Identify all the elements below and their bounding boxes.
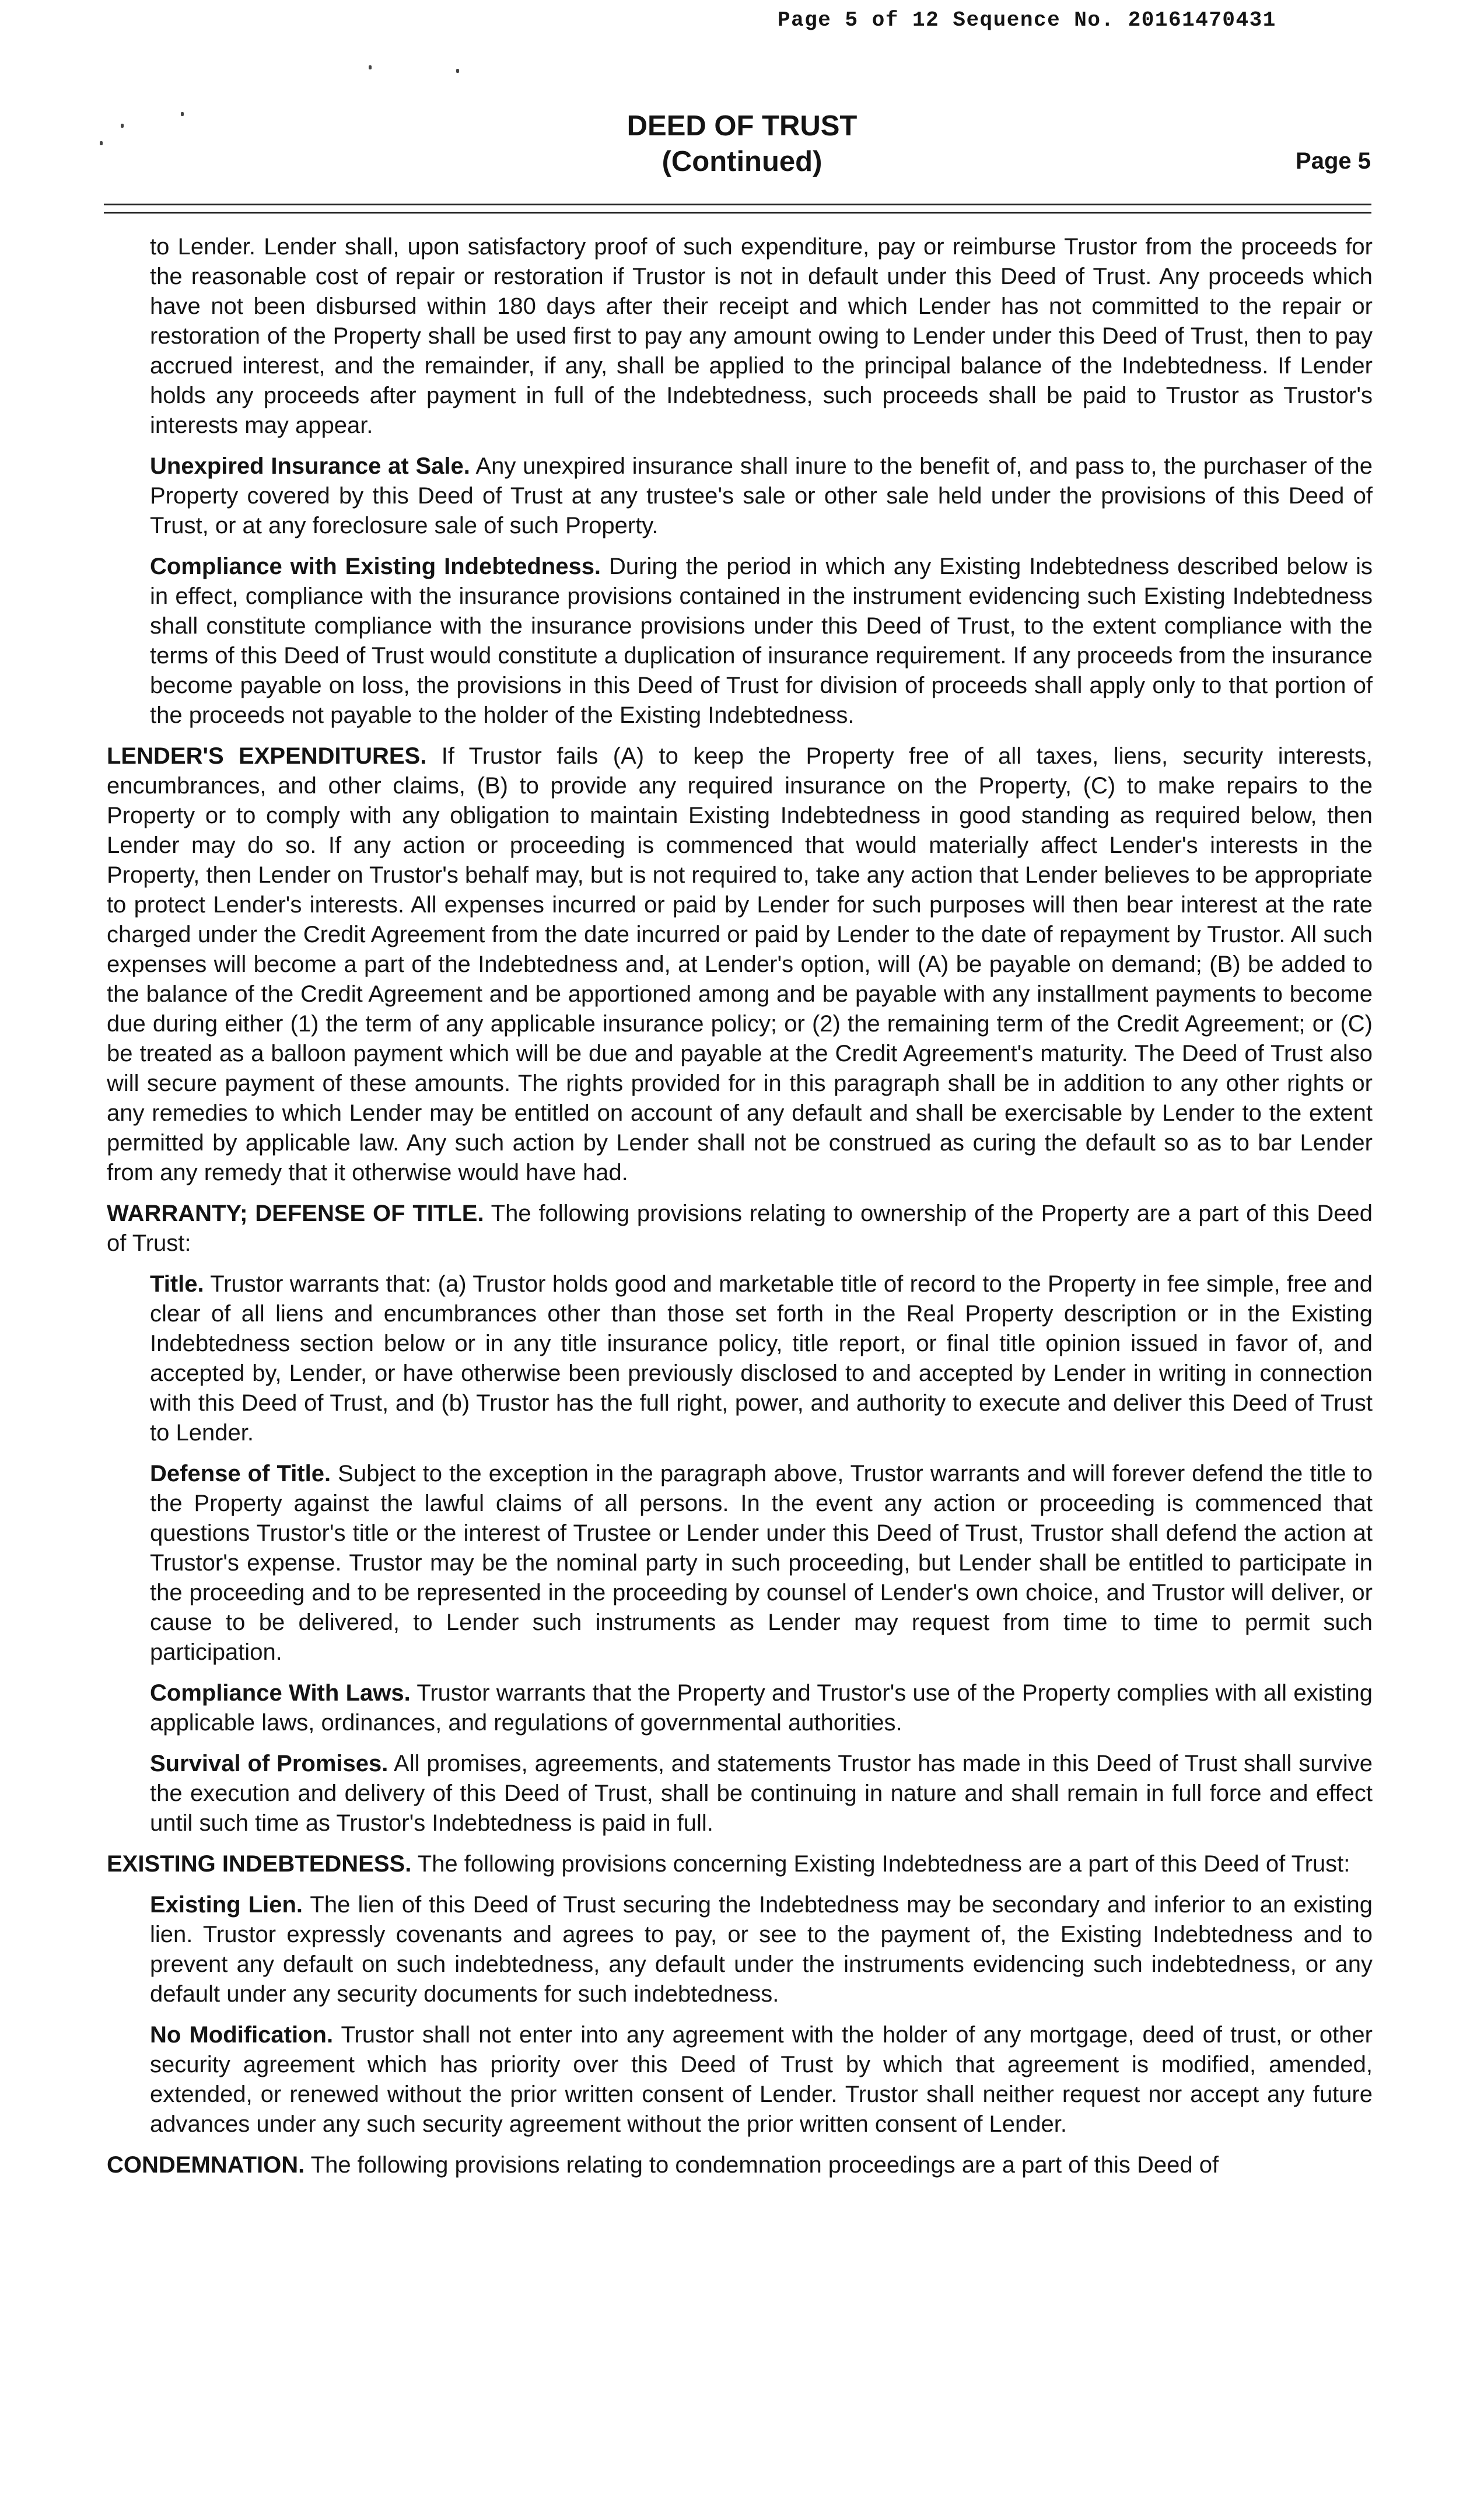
section-heading: WARRANTY; DEFENSE OF TITLE.	[107, 1201, 484, 1226]
title-line: DEED OF TRUST	[626, 110, 858, 142]
header-divider-top	[104, 204, 1371, 205]
paragraph-text: Trustor warrants that: (a) Trustor holds good and marketable title of record to the Property in fee simple, free and clear of all liens and encumbrances other than those set forth in the Real Property description or in the Existing Indebtedness section below or in any title insurance policy, title report, or final title opinion issued in favor of, and accepted by, Lender, or have otherwise been previously disclosed to and accepted by Lender in writing in connection with this Deed of Trust, and (b) Trustor has the full right, power, and authority to execute and deliver this Deed of Trust to Lender.	[150, 1271, 1373, 1446]
paragraph-existing-lien	[150, 1890, 1373, 2009]
paragraph-text: Subject to the exception in the paragraph above, Trustor warrants and will forever defend the title to the Property against the lawful claims of all persons. In the event any action or proceeding is commenced that questions Trustor's title or the interest of Trustee or Lender under this Deed of Trust, Trustor shall defend the action at Trustor's expense. Trustor may be the nominal party in such proceeding, but Lender shall be entitled to participate in the proceeding and to be represented in the proceeding by counsel of Lender's own choice, and Trustor will deliver, or cause to be delivered, to Lender such instruments as Lender may request from time to time to permit such participation.	[150, 1461, 1373, 1665]
paragraph-heading: No Modification.	[150, 2022, 334, 2048]
paragraph-text: All promises, agreements, and statements Trustor has made in this Deed of Trust shall survive the execution and delivery of this Deed of Trust, shall be continuing in nature and shall remain in full force and effect until such time as Trustor's Indebtedness is paid in full.	[150, 1751, 1373, 1836]
paragraph-title	[150, 1269, 1373, 1448]
paragraph-heading: Compliance With Laws.	[150, 1680, 411, 1706]
section-heading: EXISTING INDEBTEDNESS.	[107, 1851, 412, 1877]
section-text: The following provisions concerning Existing Indebtedness are a part of this Deed of Trust:	[411, 1851, 1350, 1877]
section-existing-indebtedness	[107, 1849, 1373, 1879]
subtitle-line: (Continued)	[662, 146, 822, 177]
paragraph-insurance-proceeds: to Lender. Lender shall, upon satisfactory proof of such expenditure, pay or reimburse Trustor from the proceeds for the reasonable cost of repair or restoration if Trustor is not in default under this Deed of Trust. Any proceeds which have not been disbursed within 180 days after their receipt and which Lender has not committed to the repair or restoration of the Property shall be used first to pay any amount owing to Lender under this Deed of Trust, then to pay accrued interest, and the remainder, if any, shall be applied to the principal balance of the Indebtedness. If Lender holds any proceeds after payment in full of the Indebtedness, such proceeds shall be paid to Trustor as Trustor's interests may appear.	[150, 234, 1373, 438]
document-body	[0, 232, 1484, 2180]
sequence-number-header: Page 5 of 12 Sequence No. 20161470431	[778, 8, 1276, 32]
paragraph-text: Trustor warrants that the Property and Trustor's use of the Property complies with all existing applicable laws, ordinances, and regulations of governmental authorities.	[150, 1680, 1373, 1736]
page-number-label: Page 5	[1296, 148, 1371, 174]
paragraph-heading: Existing Lien.	[150, 1892, 303, 1918]
paragraph-compliance-with-laws	[150, 1678, 1373, 1738]
section-text: The following provisions relating to condemnation proceedings are a part of this Deed of	[304, 2152, 1219, 2178]
section-text: If Trustor fails (A) to keep the Property free of all taxes, liens, security interests, encumbrances, and other claims, (B) to provide any required insurance on the Property, (C) to make repairs to the Property or to comply with any obligation to maintain Existing Indebtedness in good standing as required below, then Lender may do so. If any action or proceeding is commenced that would materially affect Lender's interests in the Property, then Lender on Trustor's behalf may, but is not required to, take any action that Lender believes to be appropriate to protect Lender's interests. All expenses incurred or paid by Lender for such purposes will then bear interest at the rate charged under the Credit Agreement from the date incurred or paid by Lender to the date of repayment by Trustor. All such expenses will become a part of the Indebtedness and, at Lender's option, will (A) be payable on demand; (B) be added to the balance of the Credit Agreement and be apportioned among and be payable with any installment payments to become due during either (1) the term of any applicable insurance policy; or (2) the remaining term of the Credit Agreement; or (C) be treated as a balloon payment which will be due and payable at the Credit Agreement's maturity. The Deed of Trust also will secure payment of these amounts. The rights provided for in this paragraph shall be in addition to any other rights or any remedies to which Lender may be entitled on account of any default and shall be exercisable by Lender to the extent permitted by applicable law. Any such action by Lender shall not be construed as curing the default so as to bar Lender from any remedy that it otherwise would have had.	[107, 743, 1373, 1185]
paragraph-survival-of-promises	[150, 1749, 1373, 1838]
section-heading: LENDER'S EXPENDITURES.	[107, 743, 427, 769]
section-warranty-defense-of-title	[107, 1199, 1373, 1258]
section-lenders-expenditures	[107, 741, 1373, 1188]
section-condemnation	[107, 2150, 1373, 2180]
paragraph-text: The lien of this Deed of Trust securing the Indebtedness may be secondary and inferior to an existing lien. Trustor expressly covenants and agrees to pay, or see to the payment of, the Existing Indebtedness and to prevent any default on such indebtedness, any default under the instruments evidencing such indebtedness, or any default under any security documents for such indebtedness.	[150, 1892, 1373, 2007]
section-heading: CONDEMNATION.	[107, 2152, 305, 2178]
paragraph-text: During the period in which any Existing Indebtedness described below is in effect, compliance with the insurance provisions contained in the instrument evidencing such Existing Indebtedness shall constitute compliance with the insurance provisions under this Deed of Trust, to the extent compliance with the terms of this Deed of Trust would constitute a duplication of insurance requirement. If any proceeds from the insurance become payable on loss, the provisions in this Deed of Trust for division of proceeds shall apply only to that portion of the proceeds not payable to the holder of the Existing Indebtedness.	[150, 554, 1373, 728]
paragraph-heading: Title.	[150, 1271, 204, 1297]
paragraph-heading: Survival of Promises.	[150, 1751, 388, 1776]
paragraph-no-modification	[150, 2020, 1373, 2139]
section-text: The following provisions relating to ownership of the Property are a part of this Deed of Trust:	[107, 1201, 1373, 1256]
header-divider-bottom	[104, 212, 1371, 214]
paragraph-compliance-existing-indebtedness	[150, 552, 1373, 730]
paragraph-heading: Compliance with Existing Indebtedness.	[150, 554, 601, 579]
paragraph-text: Trustor shall not enter into any agreement with the holder of any mortgage, deed of trust, or other security agreement which has priority over this Deed of Trust by which that agreement is modified, amended, extended, or renewed without the prior written consent of Lender. Trustor shall neither request nor accept any future advances under any such security agreement without the prior written consent of Lender.	[150, 2022, 1373, 2137]
paragraph-heading: Defense of Title.	[150, 1461, 331, 1486]
paragraph-unexpired-insurance	[150, 452, 1373, 541]
document-title	[0, 109, 1484, 180]
paragraph-text: Any unexpired insurance shall inure to the benefit of, and pass to, the purchaser of the Property covered by this Deed of Trust at any trustee's sale or other sale held under the provisions of this Deed of Trust, or at any foreclosure sale of such Property.	[150, 453, 1373, 538]
paragraph-heading: Unexpired Insurance at Sale.	[150, 453, 470, 479]
paragraph-defense-of-title	[150, 1459, 1373, 1667]
